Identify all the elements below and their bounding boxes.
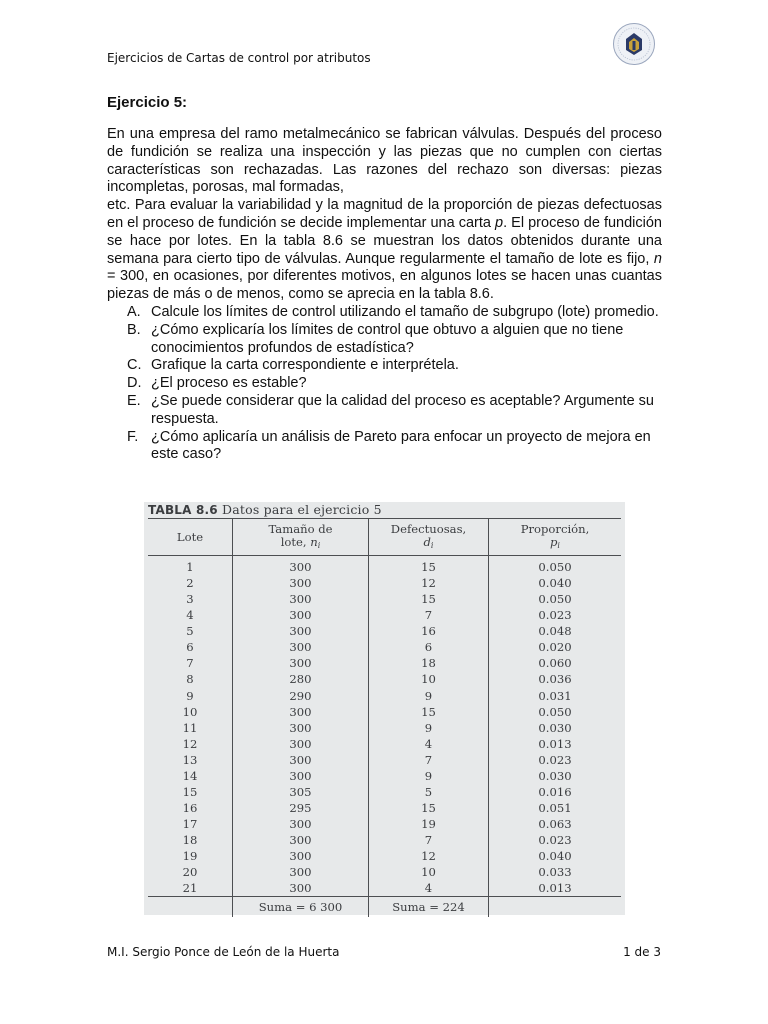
cell-lote: 3 <box>186 592 194 607</box>
table-row <box>148 688 621 704</box>
table-row <box>148 671 621 687</box>
cell-defectives: 15 <box>369 556 489 576</box>
table-header-row <box>148 519 621 556</box>
cell-lot-size: 300 <box>233 575 369 591</box>
cell-lot-size: 300 <box>233 736 369 752</box>
cell-lote: 5 <box>186 624 194 639</box>
cell-lot-size: 300 <box>233 880 369 897</box>
sum-empty-cell <box>148 897 233 918</box>
table-body <box>148 556 621 897</box>
cell-defectives: 10 <box>369 864 489 880</box>
cell-proportion: 0.050 <box>489 704 622 720</box>
cell-lote: 10 <box>182 704 198 719</box>
table-row <box>148 864 621 880</box>
cell-proportion: 0.023 <box>489 832 622 848</box>
table-row <box>148 800 621 816</box>
cell-defectives: 7 <box>369 832 489 848</box>
cell-defectives: 18 <box>369 655 489 671</box>
cell-defectives: 4 <box>369 880 489 897</box>
cell-lot-size: 300 <box>233 768 369 784</box>
page-header-title: Ejercicios de Cartas de control por atributos <box>107 51 371 65</box>
footer-page-number: 1 de 3 <box>623 945 661 959</box>
cell-proportion: 0.031 <box>489 688 622 704</box>
table-caption <box>148 502 382 517</box>
table-row <box>148 848 621 864</box>
cell-lote: 15 <box>182 784 198 799</box>
cell-lote: 18 <box>182 833 198 848</box>
paragraph-1: En una empresa del ramo metalmecánico se fabrican válvulas. Después del proceso de fundición se realiza una inspección y las piezas que no cumplen con ciertas características son rechazadas. Las razones del rechazo son diversas: piezas incompletas, porosas, mal formadas, <box>107 126 662 196</box>
cell-lot-size: 300 <box>233 832 369 848</box>
question-letter: D. <box>127 375 142 392</box>
table-row <box>148 880 621 897</box>
table-sum-row <box>148 897 621 918</box>
cell-lot-size: 280 <box>233 671 369 687</box>
cell-lot-size: 300 <box>233 639 369 655</box>
cell-proportion: 0.060 <box>489 655 622 671</box>
cell-proportion: 0.040 <box>489 848 622 864</box>
cell-proportion: 0.013 <box>489 736 622 752</box>
cell-defectives: 7 <box>369 607 489 623</box>
data-table-figure <box>144 502 625 915</box>
cell-defectives: 12 <box>369 575 489 591</box>
cell-lote: 2 <box>186 576 194 591</box>
table-row <box>148 655 621 671</box>
cell-lote: 11 <box>182 720 198 735</box>
cell-proportion: 0.023 <box>489 607 622 623</box>
cell-defectives: 15 <box>369 800 489 816</box>
question-item <box>107 375 662 393</box>
cell-proportion: 0.040 <box>489 575 622 591</box>
cell-defectives: 6 <box>369 639 489 655</box>
cell-defectives: 12 <box>369 848 489 864</box>
exercise-body <box>107 126 662 464</box>
cell-lot-size: 300 <box>233 623 369 639</box>
question-text: ¿Cómo aplicaría un análisis de Pareto para enfocar un proyecto de mejora en este caso? <box>151 428 651 463</box>
question-item <box>107 429 662 465</box>
cell-defectives: 5 <box>369 784 489 800</box>
cell-defectives: 9 <box>369 688 489 704</box>
question-item <box>107 322 662 358</box>
paragraph-2: etc. Para evaluar la variabilidad y la magnitud de la proporción de piezas defectuosas en el proceso de fundición se decide implementar una carta p. El proceso de fundición se hace por lotes. En la tabla 8.6 se muestran los datos obtenidos durante una semana para cierto tipo de válvulas. Aunque regularmente el tamaño de lote es fijo, n = 300, en ocasiones, por diferentes motivos, en algunos lotes se hacen unas cuantas piezas de más o de menos, como se aprecia en la tabla 8.6. <box>107 197 662 303</box>
cell-proportion: 0.023 <box>489 752 622 768</box>
header-lote: Lote <box>148 519 233 556</box>
cell-lot-size: 300 <box>233 848 369 864</box>
cell-defectives: 10 <box>369 671 489 687</box>
table-caption-text: Datos para el ejercicio 5 <box>222 502 382 517</box>
cell-lot-size: 295 <box>233 800 369 816</box>
table-row <box>148 784 621 800</box>
question-text: Grafique la carta correspondiente e interprétela. <box>151 357 459 374</box>
question-letter: C. <box>127 357 142 374</box>
cell-lot-size: 300 <box>233 607 369 623</box>
cell-proportion: 0.048 <box>489 623 622 639</box>
exercise-title: Ejercicio 5: <box>107 94 188 111</box>
footer-author: M.I. Sergio Ponce de León de la Huerta <box>107 945 340 959</box>
question-text: ¿Se puede considerar que la calidad del proceso es aceptable? Argumente su respuesta. <box>151 392 654 427</box>
table-row <box>148 704 621 720</box>
cell-defectives: 19 <box>369 816 489 832</box>
cell-defectives: 7 <box>369 752 489 768</box>
cell-proportion: 0.030 <box>489 768 622 784</box>
cell-lote: 12 <box>182 736 198 751</box>
table-row <box>148 591 621 607</box>
cell-lot-size: 300 <box>233 720 369 736</box>
cell-defectives: 15 <box>369 591 489 607</box>
cell-lote: 14 <box>182 768 198 783</box>
table-row <box>148 639 621 655</box>
cell-lot-size: 300 <box>233 752 369 768</box>
data-table <box>148 518 621 917</box>
sum-empty-cell <box>489 897 622 918</box>
cell-proportion: 0.013 <box>489 880 622 897</box>
question-item <box>107 357 662 375</box>
cell-lot-size: 300 <box>233 591 369 607</box>
cell-lote: 1 <box>186 560 194 575</box>
cell-lot-size: 300 <box>233 704 369 720</box>
cell-lote: 16 <box>182 800 198 815</box>
cell-defectives: 9 <box>369 768 489 784</box>
cell-lot-size: 300 <box>233 556 369 576</box>
question-letter: E. <box>127 392 141 409</box>
table-row <box>148 832 621 848</box>
cell-proportion: 0.050 <box>489 591 622 607</box>
cell-defectives: 15 <box>369 704 489 720</box>
cell-lote: 19 <box>182 849 198 864</box>
cell-proportion: 0.050 <box>489 556 622 576</box>
table-row <box>148 575 621 591</box>
table-caption-label: TABLA 8.6 <box>148 503 218 517</box>
table-row <box>148 816 621 832</box>
cell-proportion: 0.051 <box>489 800 622 816</box>
cell-lot-size: 305 <box>233 784 369 800</box>
cell-proportion: 0.033 <box>489 864 622 880</box>
cell-lote: 21 <box>182 881 198 896</box>
cell-proportion: 0.020 <box>489 639 622 655</box>
cell-proportion: 0.063 <box>489 816 622 832</box>
question-text: Calcule los límites de control utilizando el tamaño de subgrupo (lote) promedio. <box>151 303 659 320</box>
sum-lot-size: Suma = 6 300 <box>233 897 369 918</box>
question-item <box>107 393 662 429</box>
cell-lote: 7 <box>186 656 194 671</box>
cell-defectives: 4 <box>369 736 489 752</box>
cell-lot-size: 300 <box>233 655 369 671</box>
cell-lote: 4 <box>186 608 194 623</box>
cell-lote: 8 <box>186 672 194 687</box>
header-proportion: Proporción, $p_i$ <box>489 519 622 556</box>
cell-lote: 20 <box>182 865 198 880</box>
question-letter: A. <box>127 303 141 320</box>
cell-lote: 6 <box>186 640 194 655</box>
cell-defectives: 9 <box>369 720 489 736</box>
table-row <box>148 752 621 768</box>
question-letter: B. <box>127 321 141 338</box>
cell-lot-size: 300 <box>233 864 369 880</box>
header-lot-size: Tamaño de lote, $n_i$ <box>233 519 369 556</box>
question-text: ¿Cómo explicaría los límites de control que obtuvo a alguien que no tiene conocimientos profundos de estadística? <box>151 321 624 356</box>
question-letter: F. <box>127 428 139 445</box>
cell-proportion: 0.036 <box>489 671 622 687</box>
cell-lote: 9 <box>186 688 194 703</box>
cell-lot-size: 290 <box>233 688 369 704</box>
cell-proportion: 0.016 <box>489 784 622 800</box>
cell-defectives: 16 <box>369 623 489 639</box>
table-row <box>148 720 621 736</box>
table-row <box>148 736 621 752</box>
table-row <box>148 607 621 623</box>
table-row <box>148 768 621 784</box>
question-item <box>107 304 662 322</box>
question-text: ¿El proceso es estable? <box>151 375 307 392</box>
header-defectives: Defectuosas, $d_i$ <box>369 519 489 556</box>
university-seal-icon <box>612 22 656 66</box>
table-row <box>148 556 621 576</box>
cell-lote: 13 <box>182 752 198 767</box>
sum-defectives: Suma = 224 <box>369 897 489 918</box>
cell-lote: 17 <box>182 817 198 832</box>
questions-list <box>107 304 662 464</box>
table-row <box>148 623 621 639</box>
cell-lot-size: 300 <box>233 816 369 832</box>
cell-proportion: 0.030 <box>489 720 622 736</box>
